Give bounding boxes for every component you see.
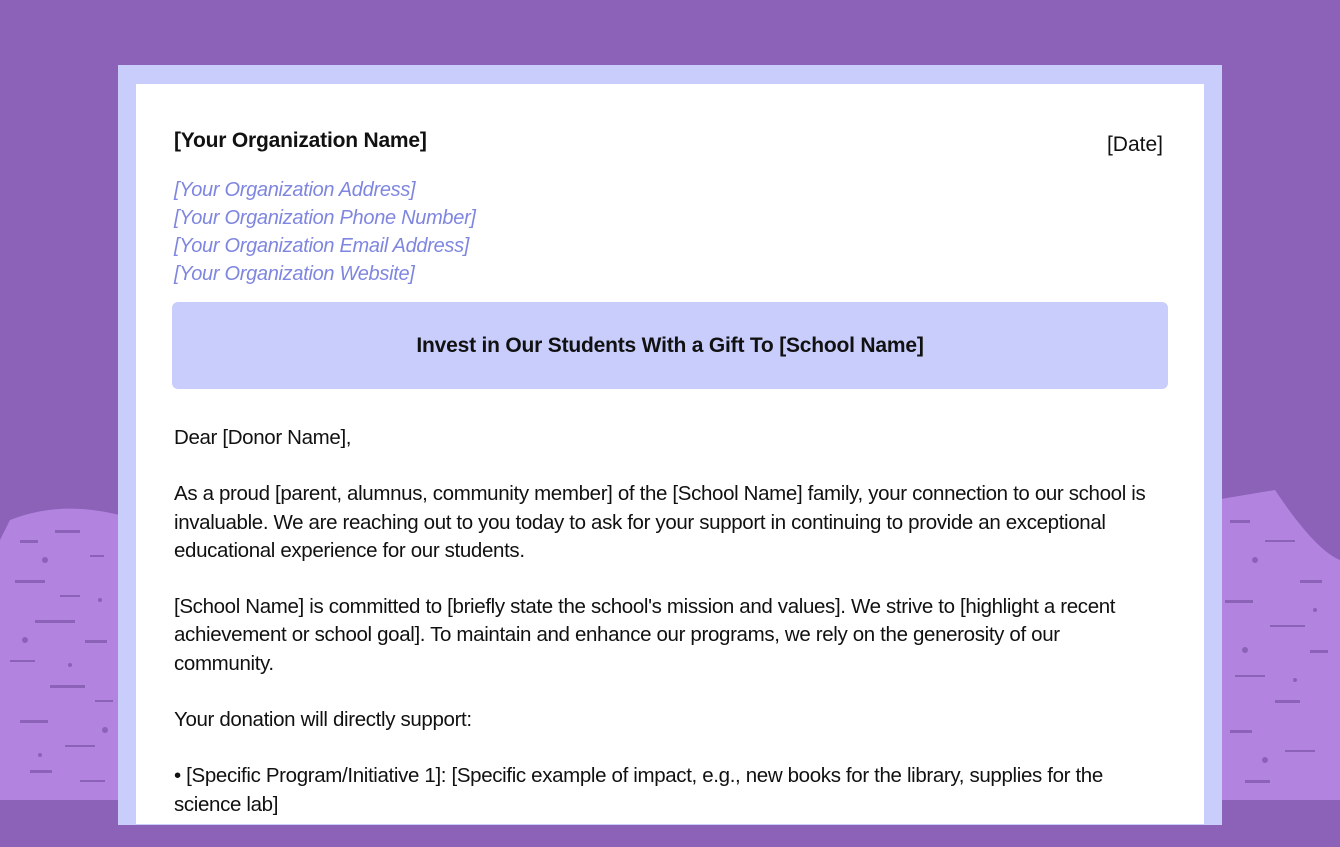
salutation: Dear [Donor Name], (174, 426, 352, 449)
organization-phone: [Your Organization Phone Number] (174, 207, 476, 229)
paragraph-mission: [School Name] is committed to [briefly state the school's mission and values]. We strive to [highlight a recent achievement or school goal]. To maintain and enhance our programs, we rely on the generosity of our community. (174, 595, 1116, 675)
organization-contact-block (174, 176, 476, 288)
banner-title: Invest in Our Students With a Gift To [School Name] (416, 333, 924, 357)
organization-website: [Your Organization Website] (174, 263, 415, 285)
title-banner (172, 302, 1168, 389)
brush-texture-right (1215, 490, 1340, 800)
paragraph-support: Your donation will directly support: (174, 707, 472, 731)
paragraph-intro: As a proud [parent, alumnus, community member] of the [School Name] family, your connection to our school is invaluable. We are reaching out to you today to ask for your support in continuing to provide an exceptional educational experience for our students. (174, 482, 1146, 562)
bullet-item: • [Specific Program/Initiative 1]: [Specific example of impact, e.g., new books for the library, supplies for the science lab] (174, 764, 1103, 816)
letter-date: [Date] (1106, 133, 1163, 156)
organization-name: [Your Organization Name] (174, 129, 427, 152)
letter-body (174, 424, 1164, 847)
brush-texture-left (0, 500, 130, 800)
organization-email: [Your Organization Email Address] (174, 235, 470, 257)
organization-address: [Your Organization Address] (174, 179, 416, 201)
